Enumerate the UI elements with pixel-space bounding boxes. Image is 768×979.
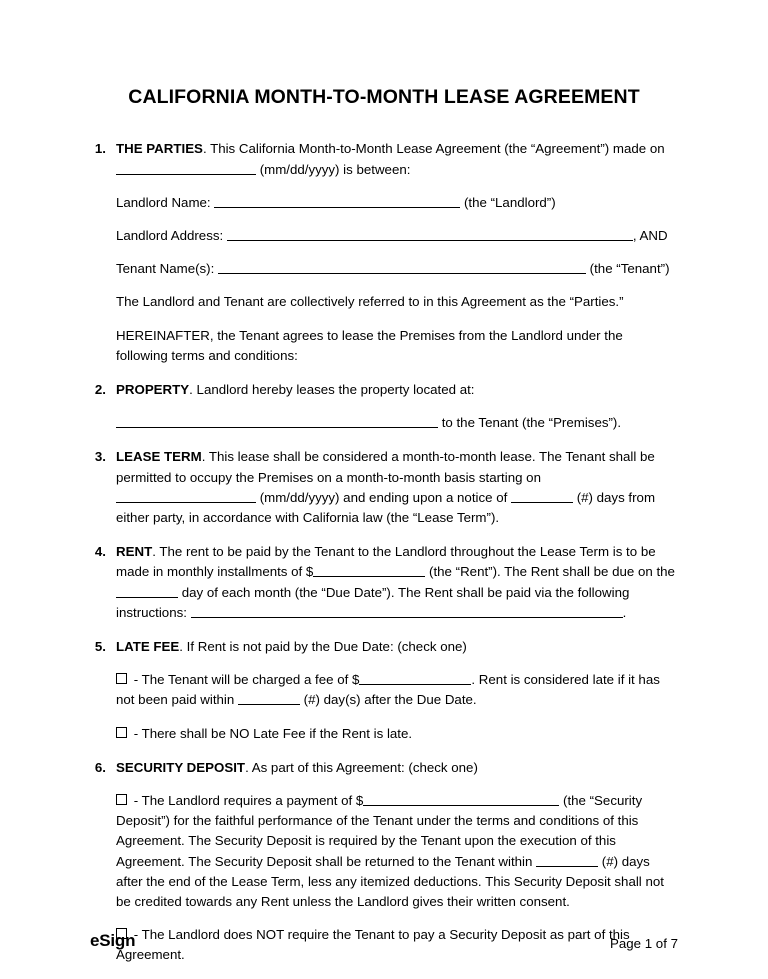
- checkbox-late-fee-none[interactable]: [116, 727, 127, 738]
- section-number: 6.: [94, 759, 106, 775]
- section-content: [116, 637, 678, 744]
- landlord-name-line: [116, 193, 678, 213]
- rent-a: . The rent to be paid by the Tenant to the Landlord throughout the Lease Term is to be made in monthly installments of $: [116, 544, 656, 580]
- landlord-name-field[interactable]: [214, 194, 460, 208]
- rent-instructions-field[interactable]: [191, 604, 623, 618]
- sd-opt1-c: (#) days after the end of the Lease Term, less any itemized deductions. This Security Deposit shall not be credited towards any Rent unless the Landlord gives their written consent.: [116, 853, 664, 910]
- tenant-name-label: Tenant Name(s):: [116, 261, 218, 277]
- sd-opt2: - The Landlord does NOT require the Tenant to pay a Security Deposit as part of this Agreement.: [116, 927, 630, 963]
- parties-intro: [116, 139, 678, 179]
- section-content: [116, 447, 678, 528]
- rent-d: .: [622, 604, 627, 620]
- security-deposit-return-days-field[interactable]: [536, 853, 598, 867]
- landlord-address-line: [116, 226, 678, 246]
- security-deposit-option-required: [116, 791, 678, 912]
- page-title: CALIFORNIA MONTH-TO-MONTH LEASE AGREEMENT: [128, 86, 640, 108]
- tenant-name-suffix: (the “Tenant”): [585, 261, 670, 277]
- property-text-a: . Landlord hereby leases the property located at:: [189, 382, 475, 398]
- section-number: 5.: [94, 639, 106, 655]
- rent-amount-field[interactable]: [313, 564, 425, 578]
- notice-days-field[interactable]: [511, 489, 573, 503]
- section-heading: RENT: [116, 544, 153, 560]
- checkbox-security-deposit-required[interactable]: [116, 794, 127, 805]
- section-content: [116, 542, 678, 623]
- section-late-fee: [90, 637, 678, 744]
- landlord-name-suffix: (the “Landlord”): [460, 194, 556, 210]
- section-heading: SECURITY DEPOSIT: [116, 759, 246, 775]
- lease-term-c: (#) days from either party, in accordance with California law (the “Lease Term”).: [116, 489, 656, 526]
- esign-logo: eSign: [90, 931, 136, 950]
- rent-due-day-field[interactable]: [116, 584, 178, 598]
- page-number: Page 1 of 7: [609, 936, 678, 951]
- document-body: [90, 139, 678, 965]
- rent-text: [116, 542, 678, 623]
- section-heading: LATE FEE: [116, 639, 180, 655]
- late-fee-option-none: [116, 724, 678, 744]
- lease-term-a: . This lease shall be considered a month-to-month lease. The Tenant shall be permitted to occupy the Premises on a month-to-month basis starting on: [116, 449, 655, 485]
- section-rent: [90, 542, 678, 623]
- late-fee-opt1-c: (#) day(s) after the Due Date.: [299, 692, 477, 708]
- hereinafter-note: HEREINAFTER, the Tenant agrees to lease the Premises from the Landlord under the following terms and conditions:: [116, 327, 623, 363]
- lease-start-date-field[interactable]: [116, 489, 256, 503]
- late-fee-amount-field[interactable]: [359, 672, 471, 686]
- rent-c: day of each month (the “Due Date”). The Rent shall be paid via the following instructions:: [116, 584, 630, 620]
- late-fee-opt2: - There shall be NO Late Fee if the Rent is late.: [130, 725, 413, 741]
- section-heading: PROPERTY: [116, 382, 190, 398]
- section-number: 2.: [94, 382, 106, 398]
- section-the-parties: [90, 139, 678, 366]
- property-address-field[interactable]: [116, 415, 438, 429]
- property-address-line: [116, 413, 678, 433]
- security-deposit-amount-field[interactable]: [363, 792, 559, 806]
- landlord-address-field[interactable]: [227, 227, 633, 241]
- parties-intro-b: (mm/dd/yyyy) is between:: [256, 161, 411, 177]
- parties-note: The Landlord and Tenant are collectively referred to in this Agreement as the “Parties.”: [116, 294, 624, 310]
- section-lease-term: [90, 447, 678, 528]
- property-text-b: to the Tenant (the “Premises”).: [438, 415, 622, 431]
- landlord-name-label: Landlord Name:: [116, 194, 215, 210]
- tenant-name-field[interactable]: [218, 261, 586, 275]
- section-content: [116, 380, 678, 433]
- section-property: [90, 380, 678, 433]
- security-deposit-text: [116, 758, 678, 778]
- late-fee-option-charged: [116, 670, 678, 710]
- landlord-address-suffix: , AND: [632, 228, 668, 243]
- agreement-date-field[interactable]: [116, 161, 256, 175]
- late-fee-opt1-b: . Rent is considered late if it has not been paid within: [116, 672, 660, 708]
- section-number: 4.: [94, 544, 106, 560]
- property-text: [116, 380, 678, 400]
- lease-term-text: [116, 447, 678, 528]
- sd-opt1-b: (the “Security Deposit”) for the faithful performance of the Tenant under the terms and conditions of this Agreement. The Security Deposit is required by the Tenant upon the execution of this Agreement. The Security Deposit shall be returned to the Tenant within: [116, 793, 643, 869]
- checkbox-late-fee-charged[interactable]: [116, 673, 127, 684]
- section-heading: THE PARTIES: [116, 141, 203, 157]
- parties-intro-a: . This California Month-to-Month Lease Agreement (the “Agreement”) made on: [202, 141, 665, 157]
- section-number: 3.: [94, 449, 106, 465]
- page-footer: [90, 931, 678, 951]
- section-content: [116, 139, 678, 366]
- sd-opt1-a: - The Landlord requires a payment of $: [130, 793, 364, 809]
- section-number: 1.: [94, 141, 106, 157]
- security-deposit-a: . As part of this Agreement: (check one): [245, 759, 478, 775]
- late-fee-days-field[interactable]: [238, 692, 300, 706]
- late-fee-text: [116, 637, 678, 657]
- late-fee-opt1-a: - The Tenant will be charged a fee of $: [130, 672, 360, 688]
- section-heading: LEASE TERM: [116, 449, 202, 465]
- rent-b: (the “Rent”). The Rent shall be due on the: [425, 564, 675, 580]
- tenant-name-line: [116, 259, 678, 279]
- lease-term-b: (mm/dd/yyyy) and ending upon a notice of: [256, 489, 511, 505]
- late-fee-a: . If Rent is not paid by the Due Date: (check one): [179, 639, 467, 655]
- landlord-address-label: Landlord Address:: [116, 228, 227, 243]
